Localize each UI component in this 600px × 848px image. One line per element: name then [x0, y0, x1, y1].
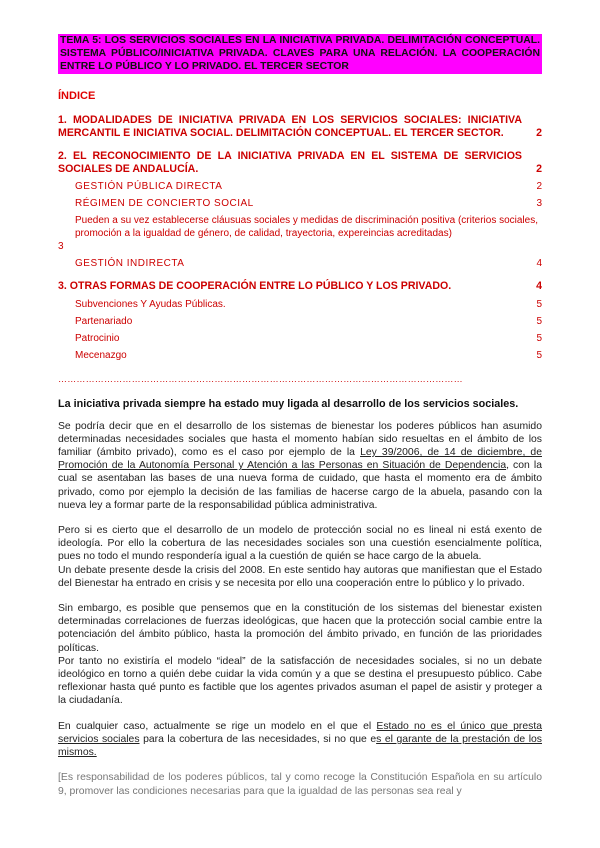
toc-entry-text: Patrocinio	[75, 332, 120, 344]
toc-entry-text: Partenariado	[75, 315, 133, 327]
toc-entry-2c[interactable]	[58, 214, 542, 253]
paragraph-4: Sin embargo, es posible que pensemos que en la constitución de los sistemas del bienestar existen determinadas correlaciones de fuerzas ideológicas, que hacen que la protección social cambie entre la potenciación del ámbito público, hasta la promoción del ámbito privado, en función de las prioridades políticas.	[58, 603, 542, 654]
toc-page-number: 5	[536, 315, 542, 327]
toc-entry-text: 3. OTRAS FORMAS DE COOPERACIÓN ENTRE LO PÚBLICO Y LOS PRIVADO.	[58, 280, 452, 293]
paragraph-text: En cualquier caso, actualmente se rige un modelo en el que el	[58, 720, 377, 732]
toc-entry-2a[interactable]	[58, 180, 542, 193]
document-page	[58, 34, 542, 798]
toc-entry-3b[interactable]	[58, 315, 542, 328]
toc-page-number: 4	[536, 258, 542, 270]
toc-entry-3a[interactable]	[58, 298, 542, 311]
toc-page-number: 4	[536, 280, 542, 293]
toc-page-number: 5	[536, 298, 542, 310]
paragraph-text: , con la cual se asentaban las bases de una nueva forma de cuidado, que hasta el momento era de ámbito privado, como por ejemplo la decisión de las familias de hacerse cargo de la abuela, pasando con la nueva ley a formar parte de la responsabilidad pública administrativa.	[58, 460, 542, 511]
law-reference-link[interactable]: Ley 39/2006, de 14 de diciembre, de Promoción de la Autonomía Personal y Atención a las Personas en Situación de Dependencia	[58, 447, 542, 472]
toc-entry-text: GESTIÓN INDIRECTA	[75, 258, 185, 270]
toc-entry-text: Subvenciones Y Ayudas Públicas.	[75, 298, 226, 310]
lead-sentence: La iniciativa privada siempre ha estado muy ligada al desarrollo de los servicios sociales.	[58, 397, 519, 410]
toc-page-number: 2	[536, 163, 542, 176]
toc-page-number: 5	[536, 349, 542, 361]
toc-entry-3[interactable]	[58, 280, 542, 293]
paragraph-1	[58, 420, 542, 512]
underlined-phrase: s el garante de la prestación de los mismos.	[58, 733, 542, 759]
toc-page-number: 5	[536, 332, 542, 344]
toc-entry-text: RÉGIMEN DE CONCIERTO SOCIAL	[75, 198, 254, 210]
paragraph-7: [Es responsabilidad de los poderes públicos, tal y como recoge la Constitución Española en su artículo 9, promover las condiciones necesarias para que la igualdad de las personas sea real y	[58, 772, 542, 797]
toc-page-number: 2	[536, 126, 542, 139]
toc-page-number: 2	[536, 181, 542, 193]
document-title: TEMA 5: LOS SERVICIOS SOCIALES EN LA INICIATIVA PRIVADA. DELIMITACIÓN CONCEPTUAL. SISTEMA PÚBLICO/INICIATIVA PRIVADA. CLAVES PARA UNA RELACIÓN. LA COOPERACIÓN ENTRE LO PÚBLICO Y LO PRIVADO. EL TERCER SECTOR	[60, 35, 540, 73]
toc-entry-1[interactable]	[58, 114, 542, 140]
index-heading: ÍNDICE	[58, 89, 96, 102]
paragraph-text: Se podría decir que en el desarrollo de los sistemas de bienestar los poderes públicos han asumido determinadas necesidades sociales que hasta el momento habían sido resueltas en el ámbito de los familiar (ámbito privado), como es el caso por ejemplo de la	[58, 420, 542, 459]
toc-entry-2d[interactable]	[58, 257, 542, 270]
toc-entry-2[interactable]	[58, 150, 542, 176]
paragraph-5: Por tanto no existiría el modelo “ideal” de la satisfacción de necesidades sociales, si no un debate ideológico en torno a quién debe cuidar la vida común y a que se destina el presupuesto público. Cabe reflexionar hasta qué punto es factible que los agentes privados asuman el papel de asistir y proteger a la ciudadanía.	[58, 655, 542, 707]
paragraph-text: para la cobertura de las necesidades, si no que e	[139, 733, 377, 745]
toc-entry-text: Pueden a su vez establecerse cláusuas sociales y medidas de discriminación positiva (criterios sociales, promoción a la igualdad de género, de calidad, trayectoria, expereincias acreditadas)	[75, 215, 538, 240]
paragraph-2: Pero si es cierto que el desarrollo de un modelo de protección social no es lineal ni está exento de ideología. Por ello la cobertura de las necesidades sociales son una cuestión esencialmente política, pues no todo el mundo respondería igual a la cuestión de quién se hace cargo de la abuela.	[58, 525, 542, 563]
toc-page-number: 3	[58, 241, 64, 253]
toc-entry-2b[interactable]	[58, 197, 542, 210]
toc-entry-text: Mecenazgo	[75, 349, 127, 361]
dotted-separator: ……………………………………………………………………………………………………………………	[58, 373, 463, 384]
toc-entry-text: GESTIÓN PÚBLICA DIRECTA	[75, 181, 223, 193]
toc-entry-3c[interactable]	[58, 332, 542, 345]
toc-page-number: 3	[536, 198, 542, 210]
underlined-phrase: Estado no es el único que presta servicios sociales	[58, 720, 542, 745]
toc-entry-3d[interactable]	[58, 349, 542, 362]
toc-entry-text: 2. EL RECONOCIMIENTO DE LA INICIATIVA PRIVADA EN EL SISTEMA DE SERVICIOS SOCIALES DE ANDALUCÍA.	[58, 150, 522, 176]
toc-entry-text: 1. MODALIDADES DE INICIATIVA PRIVADA EN LOS SERVICIOS SOCIALES: INICIATIVA MERCANTIL E INICIATIVA SOCIAL. DELIMITACIÓN CONCEPTUAL. EL TERCER SECTOR.	[58, 113, 522, 139]
paragraph-6	[58, 720, 542, 760]
paragraph-3: Un debate presente desde la crisis del 2008. En este sentido hay autoras que manifiestan que el Estado del Bienestar ha entrado en crisis y se necesita por ello una cooperación entre lo público y lo privado.	[58, 564, 542, 589]
